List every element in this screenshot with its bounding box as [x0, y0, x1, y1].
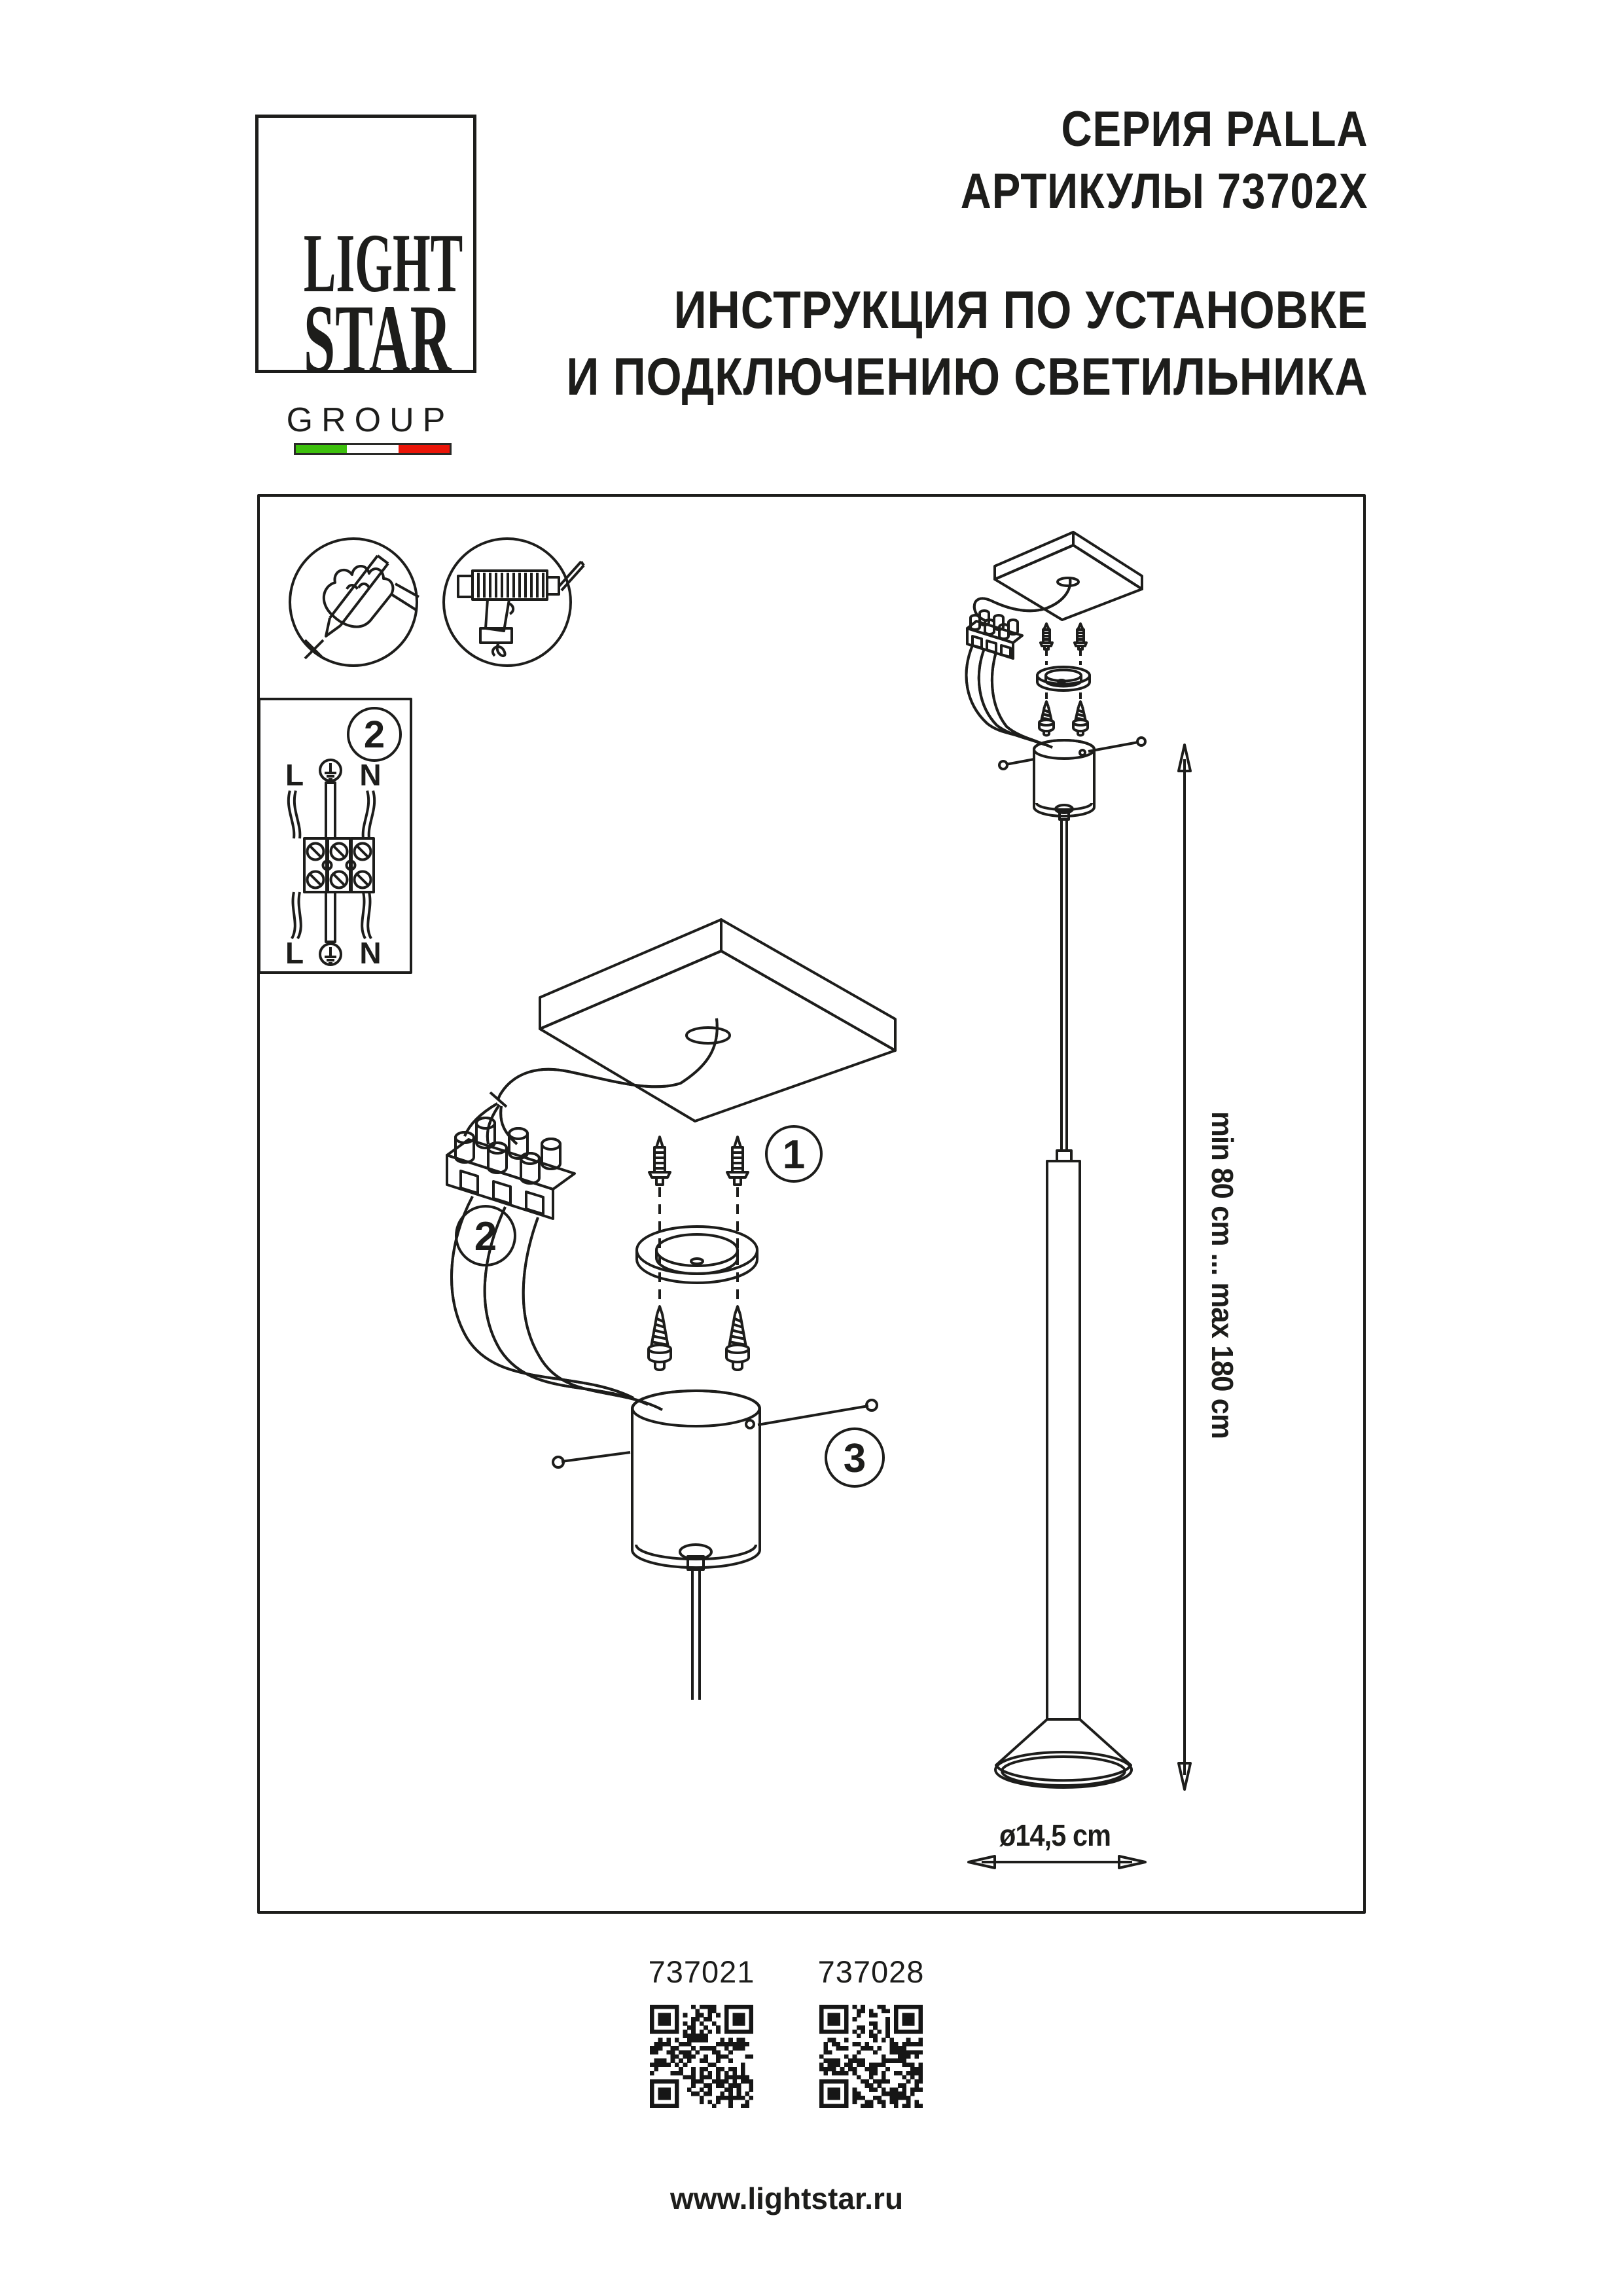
set-screw-pointer-small-left	[1006, 759, 1034, 764]
ceiling-hatch-left-small	[995, 532, 1073, 579]
callout-3	[826, 1429, 883, 1486]
terminal-block	[447, 1118, 575, 1219]
wire-l-top	[289, 791, 300, 838]
cone-shade	[995, 1719, 1132, 1787]
wall-anchor-right	[727, 1137, 748, 1185]
screw-small-right	[1073, 702, 1088, 736]
screw-left	[649, 1306, 671, 1370]
shade-diameter-label: ø14,5 cm	[999, 1818, 1111, 1852]
set-screw-dot-small-left	[999, 761, 1007, 769]
assembled-pendant-view	[967, 532, 1240, 1868]
articles-title: АРТИКУЛЫ 73702X	[960, 164, 1368, 219]
mark-point-icon	[290, 539, 419, 666]
instruction-title-1: ИНСТРУКЦИЯ ПО УСТАНОВКЕ	[673, 281, 1368, 340]
set-screw-dot-small-right	[1137, 738, 1145, 745]
set-screw-pointer-small-right	[1088, 742, 1138, 751]
exploded-assembly-view	[447, 920, 895, 1700]
qr-code-737028	[819, 2005, 923, 2108]
pendant-tube	[1047, 1161, 1080, 1719]
screw-right	[726, 1306, 749, 1370]
qr-label-737021: 737021	[648, 1954, 755, 1989]
dimension-arrow-vertical	[1179, 745, 1240, 1789]
diagram-frame	[259, 495, 1364, 1912]
callout-1-number: 1	[782, 1132, 806, 1177]
lightstar-logo: LIGHT STAR GROUP	[255, 115, 476, 373]
terminal-block-small	[967, 611, 1022, 658]
wire-label-n-bottom: N	[359, 936, 382, 970]
callout-3-number: 3	[843, 1436, 866, 1481]
ground-symbol-top	[320, 760, 341, 781]
series-title: СЕРИЯ PALLA	[1061, 101, 1368, 157]
wire-label-l-top: L	[285, 758, 304, 792]
wire-n-top	[363, 791, 375, 838]
set-screw-pointer-right	[758, 1406, 868, 1425]
ceiling-hole-small	[1058, 578, 1079, 586]
height-range-label: min 80 cm ... max 180 cm	[1205, 1111, 1240, 1456]
ceiling-hatch-left	[540, 920, 721, 1029]
lead-wire-2	[485, 1207, 648, 1405]
wire-label-n-top: N	[359, 758, 382, 792]
callout-2-number: 2	[474, 1214, 497, 1259]
canopy-small	[1034, 740, 1094, 819]
dimension-arrow-horizontal	[969, 1818, 1145, 1868]
wall-anchor-small-right	[1075, 624, 1086, 649]
mains-cable	[498, 1018, 717, 1100]
wiring-step-number: 2	[363, 713, 385, 756]
wire-l-bottom	[292, 892, 301, 939]
ceiling-hole	[687, 1028, 730, 1043]
mounting-ring	[637, 1227, 757, 1283]
set-screw-pointer-left	[562, 1452, 630, 1462]
wire-pe-top	[326, 783, 335, 838]
instruction-title-2: И ПОДКЛЮЧЕНИЮ СВЕТИЛЬНИКА	[565, 348, 1368, 406]
canopy	[632, 1391, 760, 1700]
website-url: www.lightstar.ru	[669, 2181, 904, 2215]
wire-pe-bottom	[326, 892, 335, 942]
callout-2	[456, 1206, 515, 1265]
wall-anchor-small-left	[1041, 624, 1052, 649]
wiring-diagram	[259, 699, 411, 973]
tube-collar	[1057, 1151, 1071, 1161]
qr-label-737028: 737028	[817, 1954, 925, 1989]
wire-n-bottom	[362, 892, 371, 939]
wire-label-l-bottom: L	[285, 936, 304, 970]
ceiling-hatch-right	[721, 920, 895, 1050]
callout-1	[766, 1126, 821, 1181]
ground-symbol-bottom	[320, 944, 341, 965]
drill-icon	[444, 539, 584, 666]
set-screw-hole	[746, 1420, 754, 1428]
terminal-strip	[304, 838, 374, 892]
qr-code-737021	[650, 2005, 753, 2108]
mounting-ring-small	[1037, 667, 1090, 691]
screw-small-left	[1039, 702, 1054, 736]
wall-anchor-left	[649, 1137, 670, 1185]
ceiling-hatch-right-small	[1073, 532, 1142, 589]
